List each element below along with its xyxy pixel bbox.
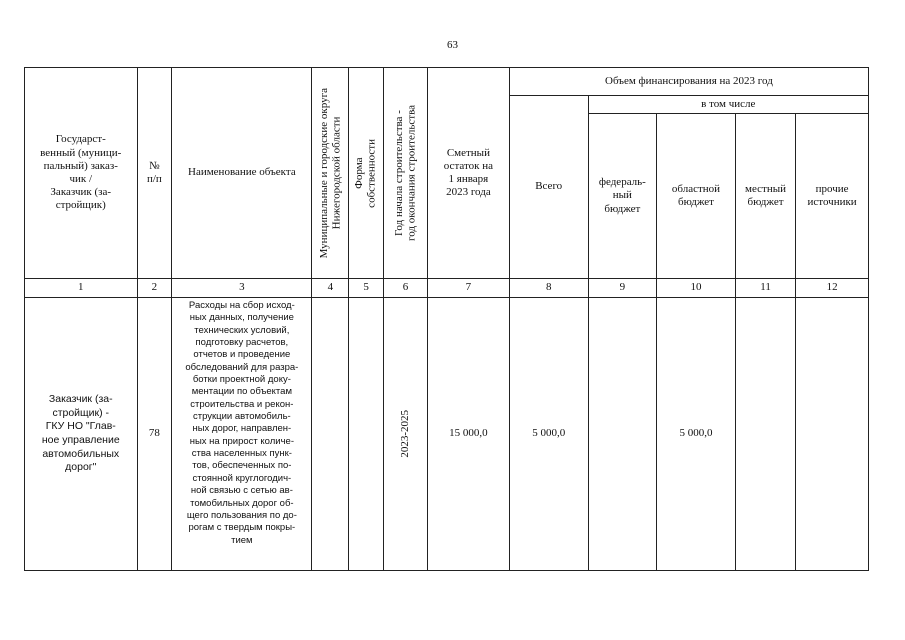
row-years: 2023-2025 bbox=[384, 298, 428, 571]
column-number: 5 bbox=[349, 279, 384, 298]
column-number: 8 bbox=[509, 279, 588, 298]
column-number: 12 bbox=[796, 279, 869, 298]
row-number: 78 bbox=[137, 298, 172, 571]
column-number-row bbox=[25, 279, 869, 298]
row-regional: 5 000,0 bbox=[657, 298, 736, 571]
header-other: прочие источники bbox=[796, 114, 869, 279]
row-customer: Заказчик (за- стройщик) - ГКУ НО "Глав- ное управление автомобильных дорог" bbox=[25, 298, 138, 571]
column-number: 4 bbox=[312, 279, 349, 298]
column-number: 1 bbox=[25, 279, 138, 298]
column-number: 10 bbox=[657, 279, 736, 298]
financing-table bbox=[24, 67, 869, 571]
column-number: 9 bbox=[588, 279, 657, 298]
header-local: местный бюджет bbox=[735, 114, 795, 279]
header-regional: областной бюджет bbox=[657, 114, 736, 279]
header-number: № п/п bbox=[137, 68, 172, 279]
column-number: 3 bbox=[172, 279, 312, 298]
column-number: 6 bbox=[384, 279, 428, 298]
row-object-name: Расходы на сбор исход- ных данных, получение технических условий, подготовку расчетов, отчетов и проведение обследований для разра- ботки проектной доку- ментации по объектам строительства и рекон- струкции автомобиль- ных дорог, направлен- ных на прирост количе- ства населенных пунк- тов, обеспеченных по- стоянной круглогодич- ной связью с сетью ав- томобильных дорог об- щего пользования по до- рогам с твердым покры- тием bbox=[172, 298, 312, 571]
row-ownership bbox=[349, 298, 384, 571]
header-total: Всего bbox=[509, 96, 588, 279]
column-number: 7 bbox=[427, 279, 509, 298]
header-including: в том числе bbox=[588, 96, 868, 114]
column-number: 2 bbox=[137, 279, 172, 298]
header-ownership: Форма собственности bbox=[349, 68, 384, 279]
header-estimate: Сметный остаток на 1 января 2023 года bbox=[427, 68, 509, 279]
header-years: Год начала строительства - год окончания строительства bbox=[384, 68, 428, 279]
row-estimate: 15 000,0 bbox=[427, 298, 509, 571]
header-financing: Объем финансирования на 2023 год bbox=[509, 68, 868, 96]
row-total: 5 000,0 bbox=[509, 298, 588, 571]
row-federal bbox=[588, 298, 657, 571]
page-number: 63 bbox=[447, 39, 458, 51]
header-federal: федераль- ный бюджет bbox=[588, 114, 657, 279]
header-municipality: Муниципальные и городские округа Нижегородской области bbox=[312, 68, 349, 279]
row-other bbox=[796, 298, 869, 571]
row-local bbox=[735, 298, 795, 571]
column-number: 11 bbox=[735, 279, 795, 298]
header-customer: Государст- венный (муници- пальный) заказ- чик / Заказчик (за- стройщик) bbox=[25, 68, 138, 279]
table-row bbox=[25, 298, 869, 571]
row-municipality bbox=[312, 298, 349, 571]
header-object-name: Наименование объекта bbox=[172, 68, 312, 279]
